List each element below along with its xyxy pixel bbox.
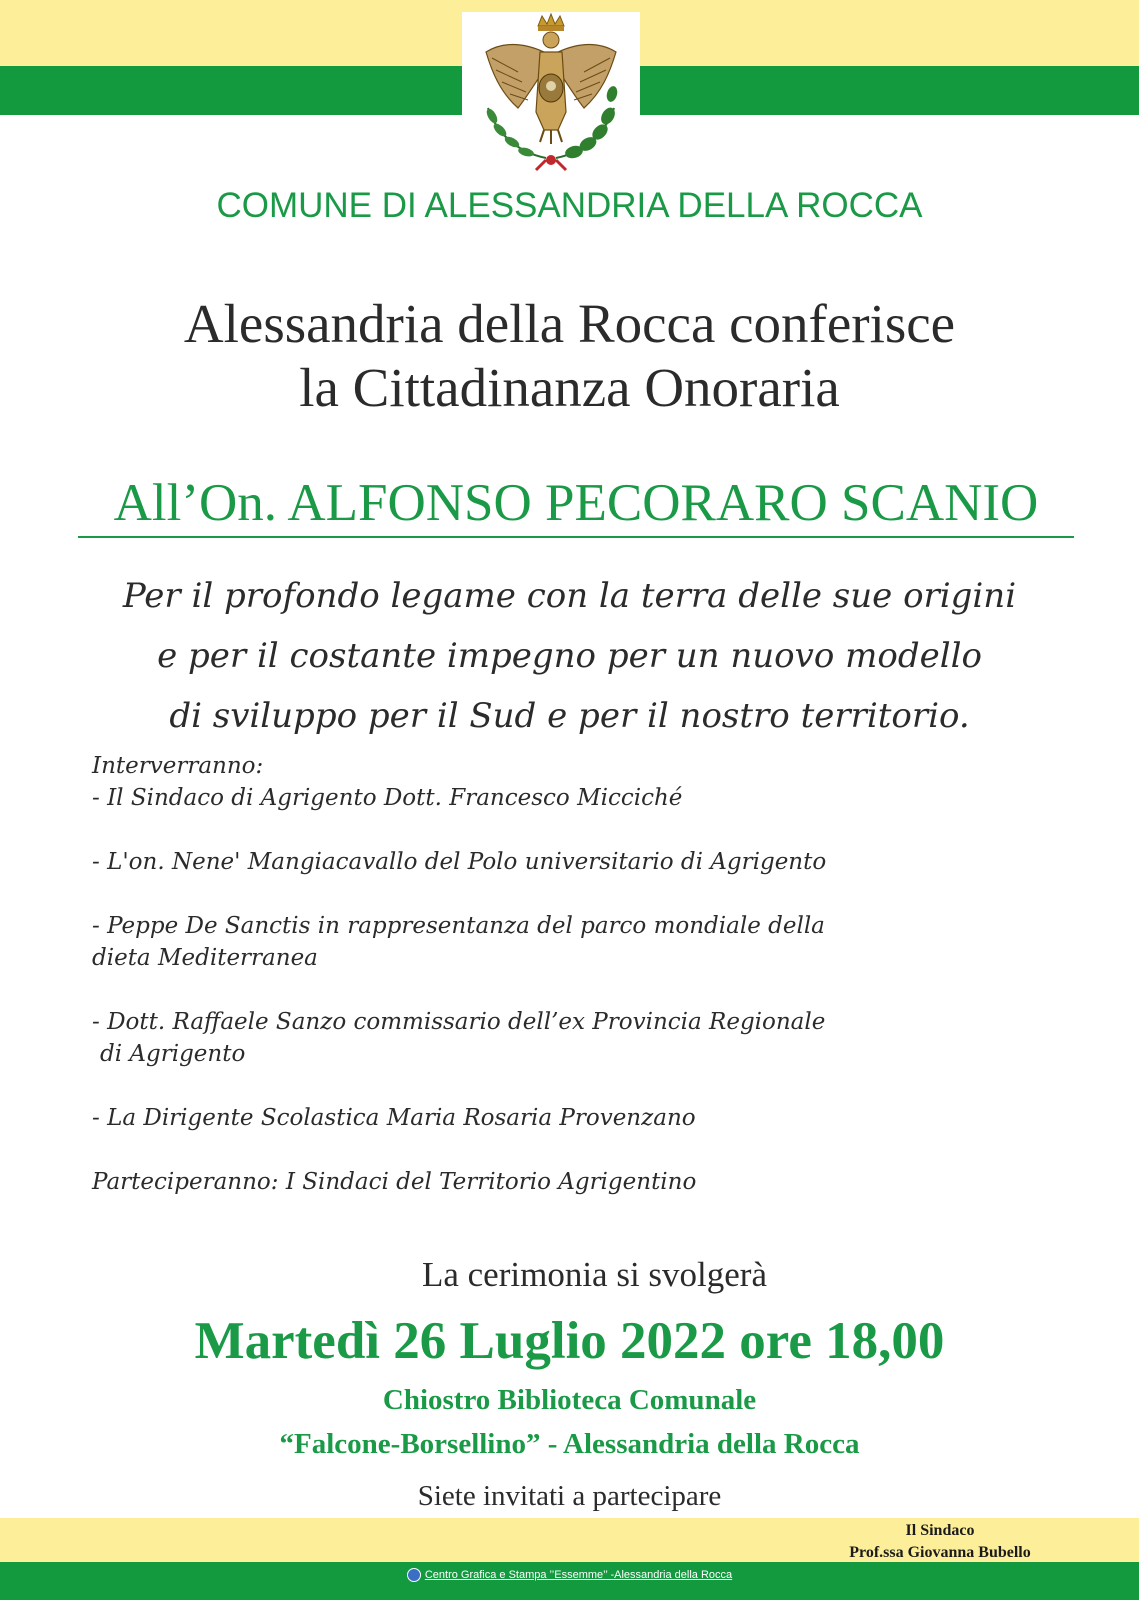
mayor-role: Il Sindaco	[905, 1522, 975, 1539]
headline-line-1: Alessandria della Rocca conferisce	[183, 293, 956, 354]
speaker-item-continued: dieta Mediterranea	[92, 945, 318, 971]
speaker-item: - Dott. Raffaele Sanzo commissario dell’ex Provincia Regionale	[92, 1009, 826, 1035]
participants-note: Parteciperanno: I Sindaci del Territorio Agrigentino	[92, 1169, 697, 1195]
ceremony-intro: La cerimonia si svolgerà	[421, 1255, 767, 1294]
speakers-intro: Interverranno:	[92, 753, 264, 779]
coat-of-arms-eagle-icon	[462, 12, 640, 175]
mayor-name: Prof.ssa Giovanna Bubello	[849, 1544, 1031, 1561]
speaker-item: - L'on. Nene' Mangiacavallo del Polo universitario di Agrigento	[92, 849, 827, 875]
headline-line-2: la Cittadinanza Onoraria	[299, 357, 840, 418]
speakers-list	[92, 750, 1092, 1198]
mayor-signature	[780, 1520, 1100, 1564]
headline	[0, 292, 1139, 420]
event-venue-line-1: Chiostro Biblioteca Comunale	[382, 1384, 757, 1416]
motivation-text	[0, 566, 1139, 746]
invitation-text: Siete invitati a partecipare	[417, 1480, 722, 1512]
motivation-line-2: e per il costante impegno per un nuovo modello	[157, 636, 982, 676]
honoree-name: All’On. ALFONSO PECORARO SCANIO	[78, 472, 1074, 538]
printer-logo-icon	[407, 1568, 421, 1582]
printer-credit-text: Centro Grafica e Stampa ’’Essemme’’ -Alessandria della Rocca	[424, 1568, 733, 1581]
municipality-name: COMUNE DI ALESSANDRIA DELLA ROCCA	[216, 186, 923, 225]
event-datetime: Martedì 26 Luglio 2022 ore 18,00	[194, 1312, 945, 1370]
speaker-item: - Peppe De Sanctis in rappresentanza del parco mondiale della	[92, 913, 825, 939]
speaker-item: - La Dirigente Scolastica Maria Rosaria Provenzano	[92, 1105, 696, 1131]
speaker-item-continued: di Agrigento	[100, 1041, 246, 1067]
speaker-item: - Il Sindaco di Agrigento Dott. Francesco Micciché	[92, 785, 683, 811]
motivation-line-1: Per il profondo legame con la terra delle sue origini	[122, 576, 1017, 616]
event-venue-line-2: “Falcone-Borsellino” - Alessandria della Rocca	[279, 1428, 860, 1460]
motivation-line-3: di sviluppo per il Sud e per il nostro territorio.	[169, 696, 970, 736]
printer-credit	[0, 1568, 1139, 1582]
